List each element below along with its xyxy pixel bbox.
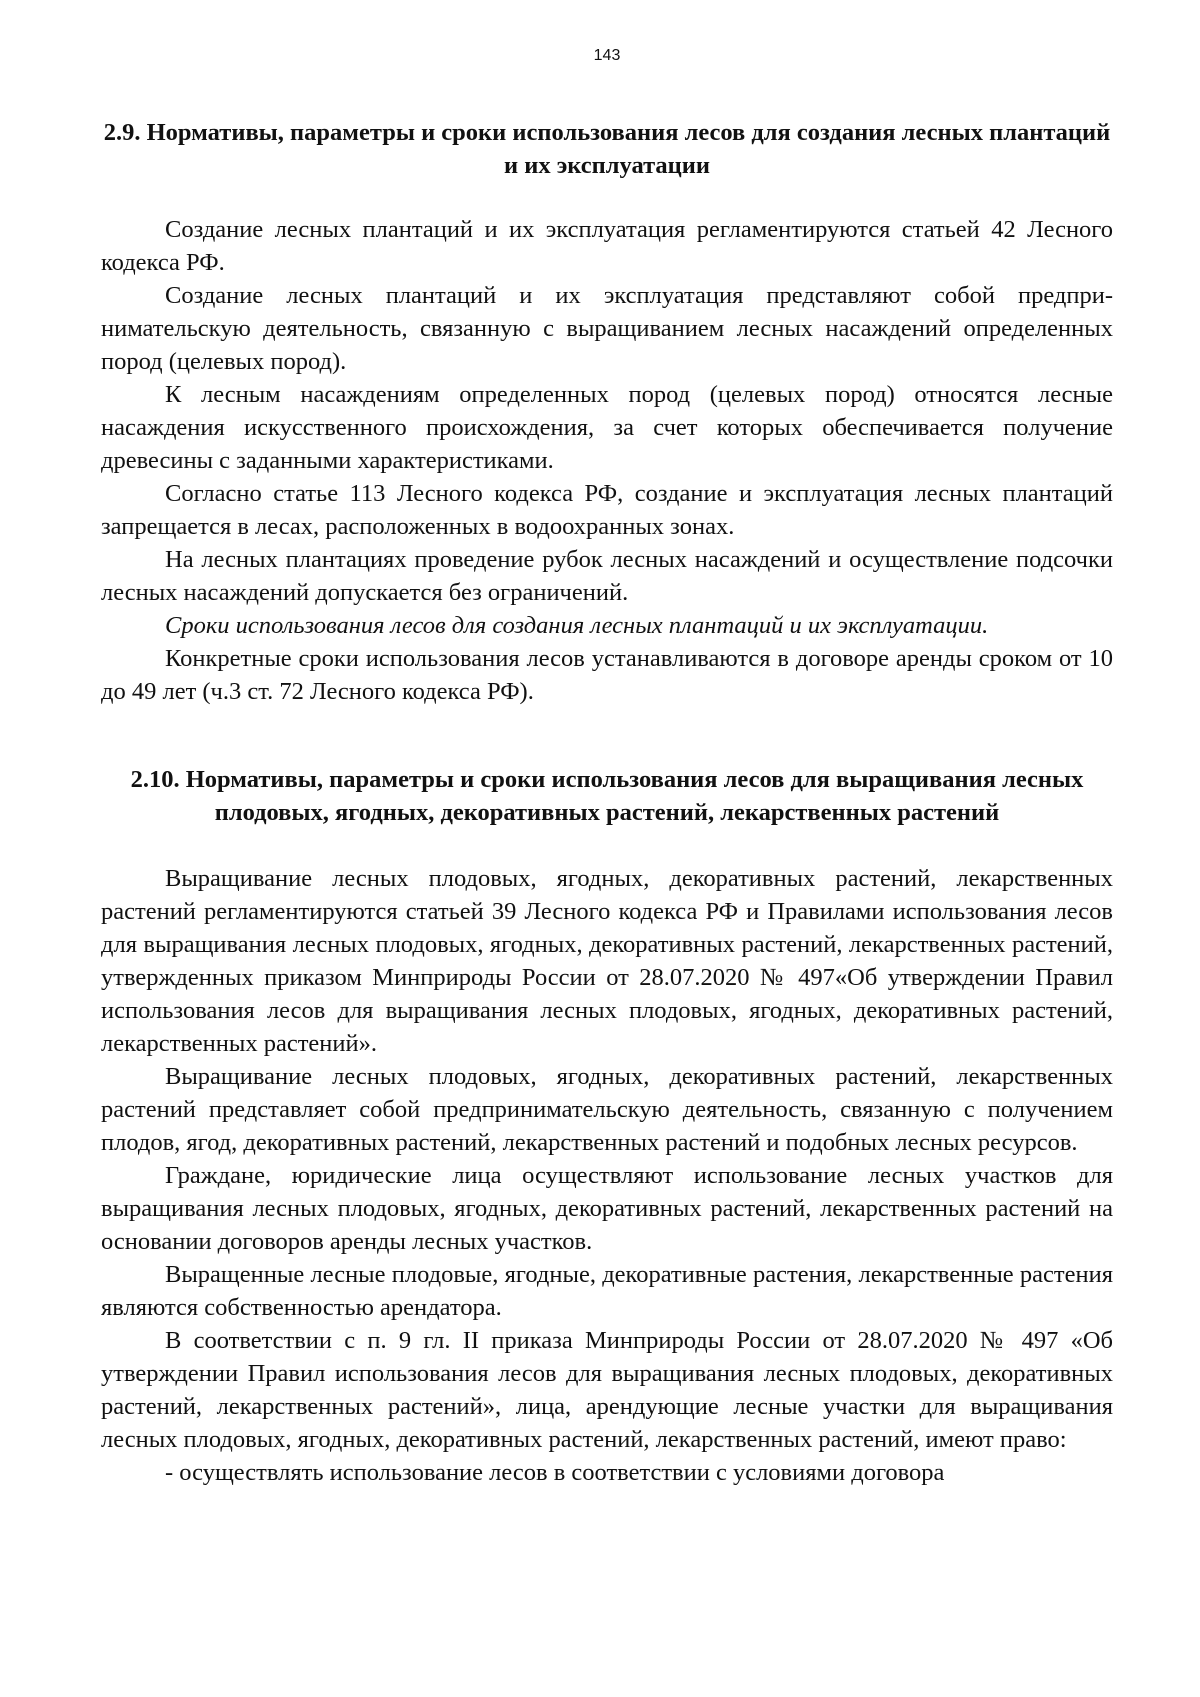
paragraph: Конкретные сроки использования лесов устанавливаются в договоре аренды сроком от 10 до 49 лет (ч.3 ст. 72 Лесного кодекса РФ). — [101, 645, 1113, 705]
paragraph: В соответствии с п. 9 гл. II приказа Минприроды России от 28.07.2020 № 497 «Об утверждении Правил использования лесов для выращивания лесных плодовых, декоративных растений, лекарственных растений», лица, арендующие лесные участки для выращивания лесных плодовых, ягодных, декоративных растений, лекарственных растений, имеют право: — [101, 1327, 1113, 1453]
paragraph: Создание лесных плантаций и их эксплуатация регламентируются статьей 42 Лесного кодекса РФ. — [101, 216, 1113, 276]
paragraph: Выращивание лесных плодовых, ягодных, декоративных растений, лекарственных растений регламентируются статьей 39 Лесного кодекса РФ и Правилами использования лесов для выращивания лесных плодовых, ягодных, декоративных растений, лекарственных растений, утвержденных приказом Минприроды России от 28.07.2020 № 497«Об утверждении Правил использования лесов для выращивания лесных плодовых, ягодных, декоративных растений, лекарственных растений». — [101, 865, 1113, 1057]
paragraph: Граждане, юридические лица осуществляют использование лесных участков для выращивания лесных плодовых, ягодных, декоративных растений, лекарственных растений на основании договоров аренды лесных участков. — [101, 1162, 1113, 1255]
paragraph: Создание лесных плантаций и их эксплуатация представляют собой предпринимательскую деятельность, связанную с выращиванием лесных насаждений определенных пород (целевых пород). — [101, 282, 1113, 375]
section-heading-2-10: 2.10. Нормативы, параметры и сроки использования лесов для выращивания лесных плодовых, ягодных, декоративных растений, лекарственных растений — [130, 766, 1084, 826]
list-item: - осуществлять использование лесов в соответствии с условиями договора — [165, 1459, 945, 1486]
paragraph: Выращивание лесных плодовых, ягодных, декоративных растений, лекарственных растений представляет собой предпринимательскую деятельность, связанную с получением плодов, ягод, декоративных растений, лекарственных растений и подобных лесных ресурсов. — [101, 1063, 1113, 1156]
paragraph: Согласно статье 113 Лесного кодекса РФ, создание и эксплуатация лесных плантаций запрещается в лесах, расположенных в водоохранных зонах. — [101, 480, 1113, 540]
paragraph: На лесных плантациях проведение рубок лесных насаждений и осуществление подсочки лесных насаждений допускается без ограничений. — [101, 546, 1113, 606]
paragraph: Выращенные лесные плодовые, ягодные, декоративные растения, лекарственные растения являются собственностью арендатора. — [101, 1261, 1113, 1321]
page-number: 143 — [593, 47, 621, 64]
section-2-10-body — [101, 862, 1113, 1489]
section-heading-2-9: 2.9. Нормативы, параметры и сроки использования лесов для создания лесных плантаций и их эксплуатации — [103, 119, 1111, 179]
italic-subheading: Сроки использования лесов для создания лесных плантаций и их эксплуатации. — [165, 612, 989, 639]
section-2-9-body — [101, 213, 1113, 708]
paragraph: К лесным насаждениям определенных пород (целевых пород) относятся лесные насаждения искусственного происхождения, за счет которых обеспечивается получение древесины с заданными характеристиками. — [101, 381, 1113, 474]
